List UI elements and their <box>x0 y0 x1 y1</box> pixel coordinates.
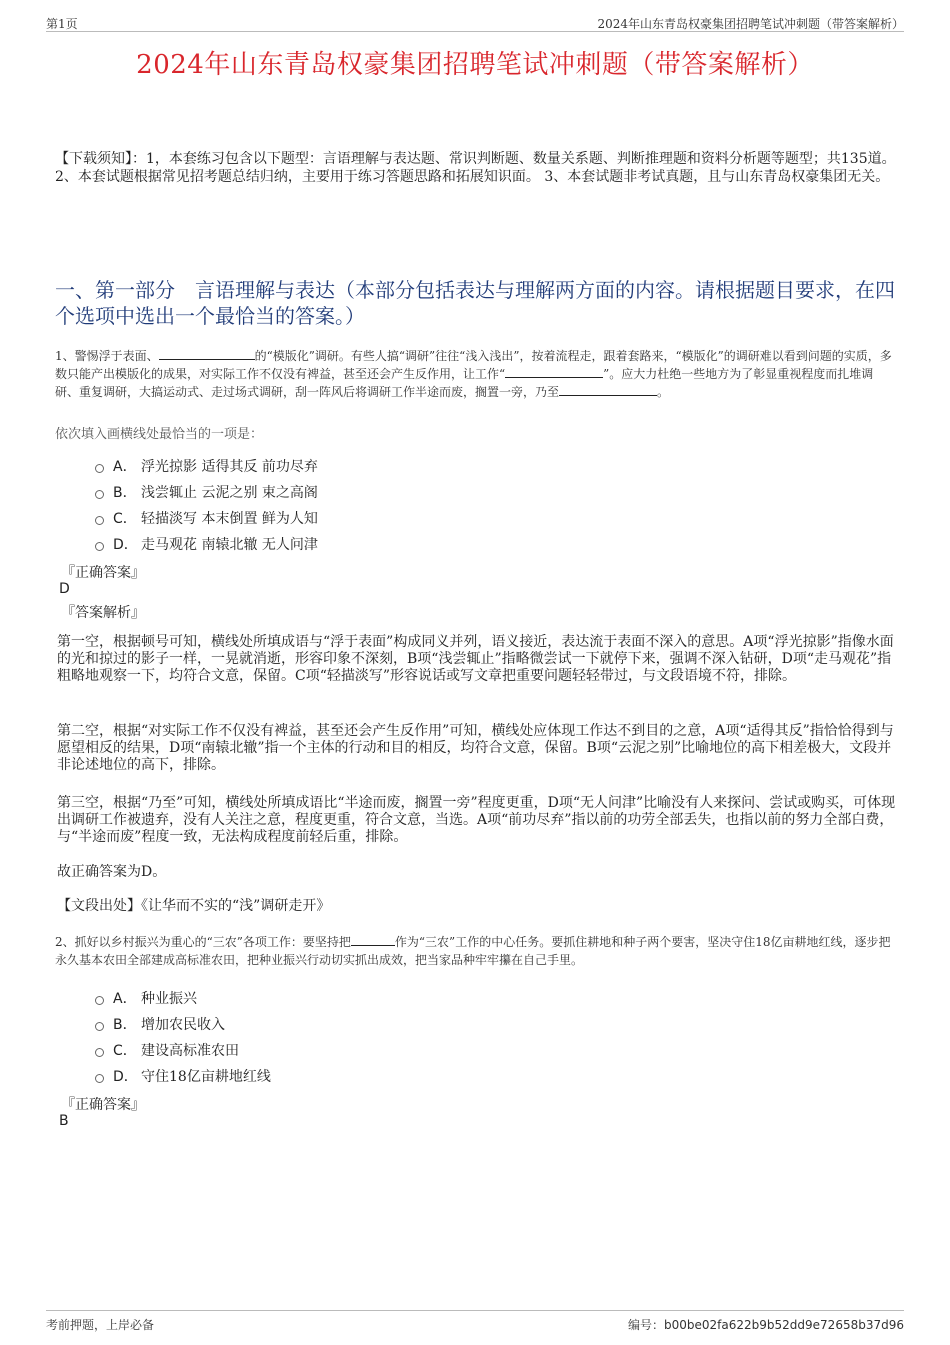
page-footer <box>46 1310 904 1339</box>
fill-blank <box>505 365 603 378</box>
radio-icon[interactable] <box>95 516 104 525</box>
option-d[interactable]: D． 守住18亿亩耕地红线 <box>95 1063 271 1089</box>
radio-icon[interactable] <box>95 1022 104 1031</box>
radio-icon[interactable] <box>95 542 104 551</box>
analysis-conclusion: 故正确答案为D。 <box>57 864 167 880</box>
passage-source: 【文段出处】《让华而不实的“浅”调研走开》 <box>57 898 331 914</box>
radio-icon[interactable] <box>95 464 104 473</box>
fill-blank <box>159 347 255 360</box>
option-c[interactable]: C． 建设高标准农田 <box>95 1037 271 1063</box>
header-doc-title: 2024年山东青岛权豪集团招聘笔试冲刺题（带答案解析） <box>597 17 904 31</box>
option-b[interactable]: B． 增加农民收入 <box>95 1011 271 1037</box>
page-number: 第1页 <box>46 17 78 31</box>
footer-slogan: 考前押题，上岸必备 <box>46 1318 155 1332</box>
option-d[interactable]: D． 走马观花 南辕北辙 无人问津 <box>95 531 318 557</box>
document-code: 编号：b00be02fa622b9b52dd9e72658b37d96 <box>628 1318 904 1332</box>
option-b[interactable]: B． 浅尝辄止 云泥之别 束之高阁 <box>95 479 318 505</box>
question-2-stem: 2、抓好以乡村振兴为重心的“三农”各项工作：要坚持把 作为“三农”工作的中心任务。要抓住耕地和种子两个要害，坚决守住18亿亩耕地红线，逐步把永久基本农田全部建成高标准农田，把种业振兴行动切实抓出成效，把当家品种牢牢攥在自己手里。 <box>55 935 891 967</box>
correct-answer-label: 『正确答案』 <box>61 1097 145 1113</box>
analysis-paragraph: 第三空，根据“乃至”可知，横线处所填成语比“半途而废，搁置一旁”程度更重，D项“无人问津”比喻没有人来探问、尝试或购买，可体现出调研工作被遗弃，没有人关注之意，程度更重，符合文意，当选。A项“前功尽弃”指以前的功劳全部丢失，也指以前的努力全部白费，与“半途而废”程度一致，无法构成程度前轻后重，排除。 <box>57 795 896 845</box>
option-a[interactable]: A． 种业振兴 <box>95 985 271 1011</box>
question-1-prompt: 依次填入画横线处最恰当的一项是： <box>55 427 264 442</box>
radio-icon[interactable] <box>95 490 104 499</box>
fill-blank <box>351 933 395 946</box>
page-header <box>46 13 904 32</box>
question-2-options <box>95 985 271 1089</box>
radio-icon[interactable] <box>95 996 104 1005</box>
document-title: 2024年山东青岛权豪集团招聘笔试冲刺题（带答案解析） <box>136 50 814 80</box>
section-heading: 一、第一部分 言语理解与表达（本部分包括表达与理解两方面的内容。请根据题目要求，在四个选项中选出一个最恰当的答案。） <box>55 278 895 328</box>
option-c[interactable]: C． 轻描淡写 本末倒置 鲜为人知 <box>95 505 318 531</box>
correct-answer: B <box>59 1113 69 1129</box>
fill-blank <box>559 383 657 396</box>
radio-icon[interactable] <box>95 1074 104 1083</box>
question-1-options <box>95 453 318 557</box>
analysis-paragraph: 第二空，根据“对实际工作不仅没有裨益，甚至还会产生反作用”可知，横线处应体现工作达不到目的之意，A项“适得其反”指恰恰得到与愿望相反的结果，D项“南辕北辙”指一个主体的行动和目的相反，均符合文意，保留。B项“云泥之别”比喻地位的高下相差极大，文段并非论述地位的高下，排除。 <box>57 723 894 773</box>
correct-answer: D <box>59 581 70 597</box>
analysis-paragraph: 第一空，根据顿号可知，横线处所填成语与“浮于表面”构成同义并列，语义接近，表达流于表面不深入的意思。A项“浮光掠影”指像水面的光和掠过的影子一样，一晃就消逝，形容印象不深刻，B项“浅尝辄止”指略微尝试一下就停下来，强调不深入钻研，D项“走马观花”指粗略地观察一下，均符合文意，保留。C项“轻描淡写”形容说话或写文章把重要问题轻轻带过，与文段语境不符，排除。 <box>57 634 894 684</box>
correct-answer-label: 『正确答案』 <box>61 565 145 581</box>
question-1-stem: 1、警惕浮于表面、 的“模版化”调研。有些人搞“调研”往往“浅入浅出”，按着流程走，跟着套路来，“模版化”的调研难以看到问题的实质，多数只能产出模版化的成果，对实际工作不仅没有裨益，甚至还会产生反作用，让工作“ ”。应大力杜绝一些地方为了彰显重视程度而扎堆调研、重复调研，大搞运动式、走过场式调研，刮一阵风后将调研工作半途而废，搁置一旁，乃至 。 <box>55 349 892 399</box>
radio-icon[interactable] <box>95 1048 104 1057</box>
download-notice: 【下载须知】：1，本套练习包含以下题型：言语理解与表达题、常识判断题、数量关系题、判断推理题和资料分析题等题型；共135道。 2、本套试题根据常见招考题总结归纳，主要用于练习答题思路和拓展知识面。 3、本套试题非考试真题，且与山东青岛权豪集团无关。 <box>55 151 896 185</box>
option-a[interactable]: A． 浮光掠影 适得其反 前功尽弃 <box>95 453 318 479</box>
analysis-label: 『答案解析』 <box>61 605 145 621</box>
